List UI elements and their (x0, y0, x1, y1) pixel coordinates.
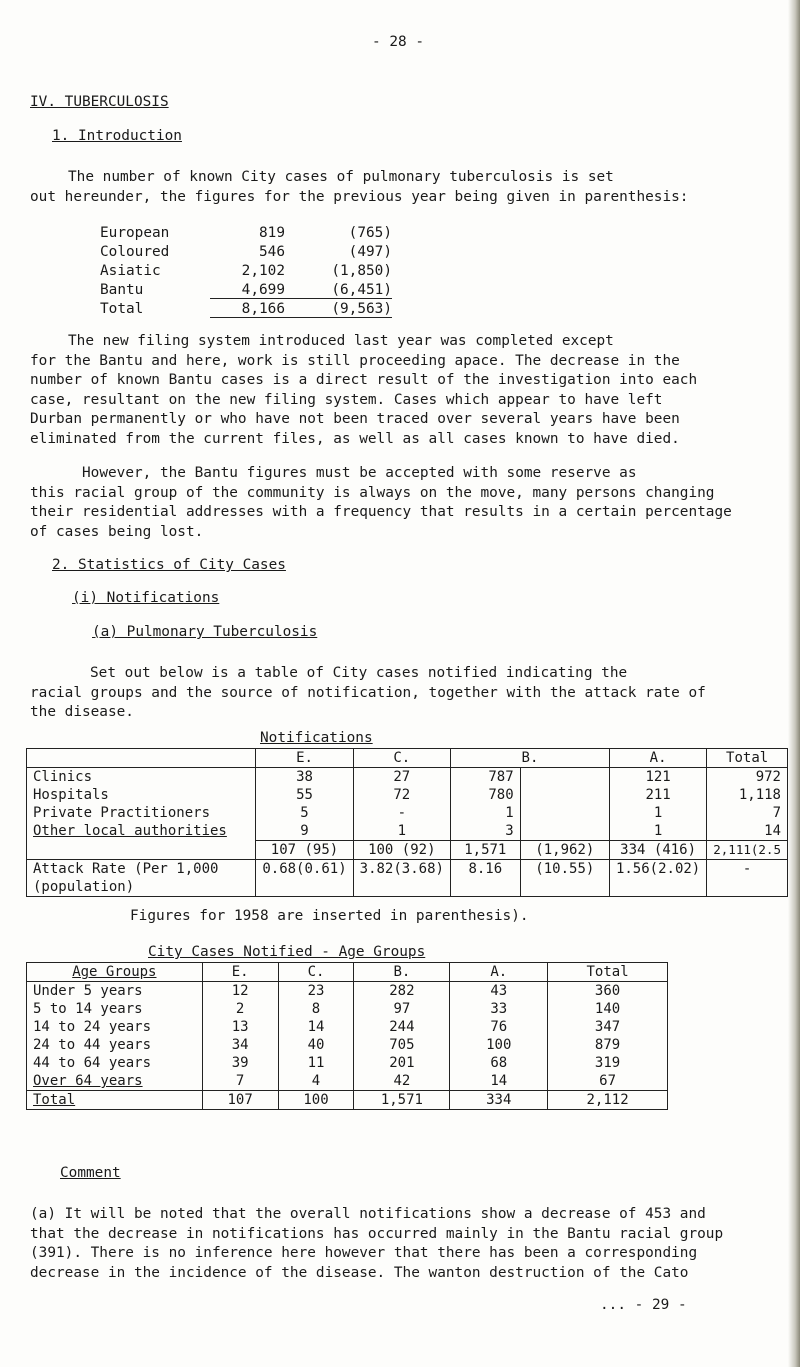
table-cell: 100 (486, 1037, 512, 1053)
table-row (27, 768, 788, 841)
table-cell: 705 (389, 1037, 415, 1053)
row-label: 44 to 64 years (33, 1055, 152, 1071)
table-cell: 8.16 (450, 860, 520, 897)
table-cell: 972 (755, 769, 781, 785)
table-cell: 100 (92) (353, 841, 450, 860)
table-cell: 360 (594, 983, 621, 999)
table-cell: 1,571 (450, 841, 520, 860)
table-cell: 107 (202, 1091, 278, 1110)
table-cell: 12 (231, 983, 249, 999)
table-cell: 121 (645, 769, 671, 785)
column-header: B. (354, 963, 450, 982)
table-header-row (27, 963, 668, 982)
table-cell: 42 (393, 1073, 411, 1089)
table-cell: 1 (397, 823, 406, 839)
table-cell: 3.82(3.68) (353, 860, 450, 897)
table-cell: 39 (231, 1055, 249, 1071)
notifications-table-caption: Notifications (260, 730, 373, 746)
table-cell: 14 (490, 1073, 508, 1089)
row-label: Total (27, 1091, 203, 1110)
summary-count: 4,699 (210, 282, 285, 299)
notifications-note: Figures for 1958 are inserted in parenthesis). (130, 908, 529, 924)
row-label: 24 to 44 years (33, 1037, 152, 1053)
table-cell: 2,112 (548, 1091, 668, 1110)
page-edge-shadow (788, 0, 800, 1367)
table-cell: - (707, 860, 788, 897)
table-cell: 68 (490, 1055, 508, 1071)
section-title: IV. TUBERCULOSIS (30, 94, 169, 110)
summary-prev: (6,451) (285, 282, 392, 299)
column-header: C. (278, 963, 354, 982)
table-cell: 334 (450, 1091, 548, 1110)
footer-continuation: ... - 29 - (600, 1297, 687, 1313)
intro-text: The number of known City cases of pulmonary tuberculosis is set out hereunder, the figures for the previous year being given in parenthesis: (30, 169, 689, 205)
row-label: 14 to 24 years (33, 1019, 152, 1035)
table-cell: 67 (599, 1073, 616, 1089)
subsection-introduction: 1. Introduction (52, 128, 182, 144)
table-cell: 40 (307, 1037, 325, 1053)
row-label: Over 64 years (33, 1073, 143, 1089)
summary-count: 2,102 (241, 263, 285, 279)
table-row (27, 982, 668, 1091)
row-label: Clinics (33, 769, 93, 785)
table-cell: - (397, 805, 406, 821)
table-cell: 100 (278, 1091, 354, 1110)
table-cell: (1,962) (520, 841, 609, 860)
summary-group: European (100, 225, 170, 241)
table-cell: 1,571 (354, 1091, 450, 1110)
table-cell: 7 (235, 1073, 245, 1089)
summary-group: Asiatic (100, 263, 161, 279)
comment-paragraph (30, 1205, 723, 1283)
table-cell: 34 (231, 1037, 249, 1053)
row-label: 5 to 14 years (33, 1001, 143, 1017)
table-cell: 4 (311, 1073, 321, 1089)
subsection-pulmonary: (a) Pulmonary Tuberculosis (92, 624, 318, 640)
age-groups-table (26, 962, 668, 1110)
table-cell: 1 (653, 805, 663, 821)
table-cell: 72 (393, 787, 411, 803)
table-cell: 14 (764, 823, 781, 839)
summary-count: 819 (259, 225, 285, 241)
summary-count: 8,166 (210, 301, 285, 318)
row-label: Other local authorities (33, 823, 227, 839)
row-label: Under 5 years (33, 983, 143, 999)
table-cell: 13 (231, 1019, 249, 1035)
table-cell: 1,118 (738, 787, 781, 803)
table-cell: 43 (490, 983, 508, 999)
table-cell: 9 (300, 823, 309, 839)
comment-heading: Comment (60, 1165, 121, 1181)
table-cell: 14 (307, 1019, 325, 1035)
table-cell: 140 (594, 1001, 621, 1017)
however-paragraph (30, 464, 732, 542)
column-header: Age Groups (27, 963, 203, 982)
table-cell: 2 (235, 1001, 245, 1017)
row-label: Hospitals (33, 787, 109, 803)
summary-count: 546 (259, 244, 285, 260)
summary-prev: (9,563) (285, 301, 392, 318)
subsection-notifications: (i) Notifications (72, 590, 220, 606)
table-cell: 334 (416) (609, 841, 706, 860)
totals-row (27, 841, 788, 860)
table-cell: 879 (594, 1037, 621, 1053)
table-cell: 2,111(2.5 (707, 841, 788, 860)
filing-text: The new filing system introduced last year was completed except for the Bantu and here, work is still proceeding apace. The decrease in the number of known Bantu cases is a direct result of the investigation into each case, resultant on the new filing system. Cases which appear to have left Durban permanently or who have not been traced over several years have been eliminated from the current files, as well as all cases known to have died. (30, 333, 698, 447)
row-label: Attack Rate (Per 1,000 (population) (27, 860, 256, 897)
table-cell: 1 (653, 823, 663, 839)
column-header: Total (548, 963, 668, 982)
table-cell: 0.68(0.61) (256, 860, 353, 897)
age-table-caption: City Cases Notified - Age Groups (148, 944, 426, 960)
table-cell: 97 (393, 1001, 411, 1017)
setout-paragraph (30, 664, 706, 723)
table-cell: 23 (307, 983, 325, 999)
table-cell: 7 (772, 805, 781, 821)
table-cell: (10.55) (520, 860, 609, 897)
table-cell: 38 (296, 769, 313, 785)
summary-group: Bantu (100, 282, 144, 298)
table-cell: 8 (311, 1001, 321, 1017)
column-header: A. (450, 963, 548, 982)
table-cell: 1.56(2.02) (609, 860, 706, 897)
table-cell: 282 (389, 983, 415, 999)
column-header: B. (450, 749, 609, 768)
table-cell: 319 (594, 1055, 621, 1071)
comment-text: (a) It will be noted that the overall notifications show a decrease of 453 and that the decrease in notifications has occurred mainly in the Bantu racial group (391). There is no inference here however that there has been a corresponding decrease in the incidence of the disease. The wanton destruction of the Cato (30, 1206, 724, 1281)
attack-rate-row (27, 860, 788, 897)
summary-prev: (765) (348, 225, 392, 241)
table-cell: 5 (300, 805, 309, 821)
column-header: E. (202, 963, 278, 982)
totals-row (27, 1091, 668, 1110)
subsection-statistics: 2. Statistics of City Cases (52, 557, 286, 573)
notifications-table (26, 748, 788, 897)
page-number: - 28 - (372, 34, 424, 50)
row-label: Private Practitioners (33, 805, 211, 821)
table-cell: 211 (645, 787, 671, 803)
table-header-row (27, 749, 788, 768)
column-header: A. (609, 749, 706, 768)
table-cell: 11 (307, 1055, 325, 1071)
filing-paragraph (30, 332, 697, 449)
setout-text: Set out below is a table of City cases notified indicating the racial groups and the source of notification, together with the attack rate of the disease. (30, 665, 706, 720)
summary-group: Total (100, 301, 144, 317)
column-header: E. (256, 749, 353, 768)
summary-group: Coloured (100, 244, 170, 260)
section-heading (30, 94, 169, 110)
summary-prev: (1,850) (331, 263, 392, 279)
table-cell: 1 (505, 805, 514, 821)
table-cell: 787 (488, 769, 514, 785)
table-cell: 347 (594, 1019, 621, 1035)
table-cell: 3 (505, 823, 514, 839)
column-header: Total (707, 749, 788, 768)
summary-prev: (497) (348, 244, 392, 260)
table-cell: 201 (389, 1055, 415, 1071)
table-cell: 27 (393, 769, 411, 785)
table-cell: 55 (296, 787, 313, 803)
table-cell: 107 (95) (256, 841, 353, 860)
table-cell: 780 (488, 787, 514, 803)
table-cell: 33 (490, 1001, 508, 1017)
table-cell: 244 (389, 1019, 415, 1035)
however-text: However, the Bantu figures must be accepted with some reserve as this racial group of the community is always on the move, many persons changing their residential addresses with a frequency that results in a certain percentage of cases being lost. (30, 465, 732, 540)
intro-paragraph (30, 168, 688, 207)
table-cell: 76 (490, 1019, 508, 1035)
column-header: C. (353, 749, 450, 768)
